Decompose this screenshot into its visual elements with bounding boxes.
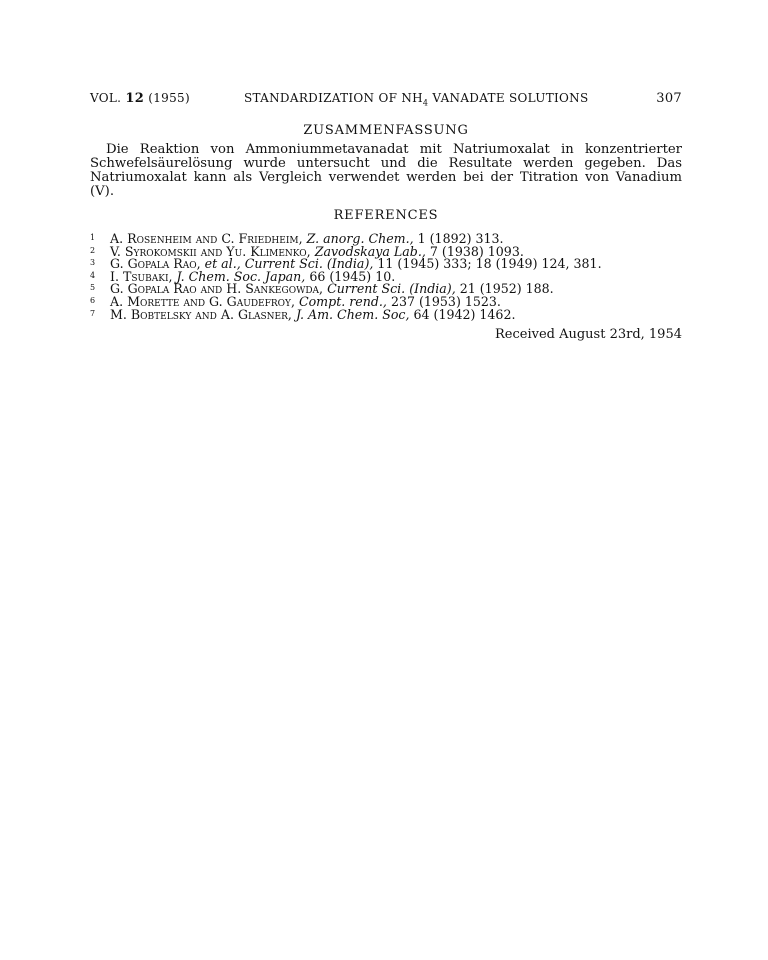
reference-details: 237 (1953) 1523.	[390, 293, 501, 309]
reference-journal: Current Sci. (India),	[327, 281, 456, 297]
summary-heading: ZUSAMMENFASSUNG	[303, 123, 469, 138]
reference-authors: G. Gopala Rao,	[110, 256, 201, 272]
running-title-prefix: STANDARDIZATION OF NH	[244, 91, 423, 105]
reference-authors: G. Gopala Rao and H. Sankegowda,	[110, 281, 324, 297]
reference-journal: Zavodskaya Lab.,	[314, 243, 426, 259]
reference-journal: J. Am. Chem. Soc,	[295, 306, 410, 322]
reference-journal: et al., Current Sci. (India),	[204, 256, 374, 272]
reference-item	[90, 306, 682, 322]
reference-number: 1	[90, 233, 96, 242]
reference-journal: Compt. rend.,	[298, 293, 387, 309]
volume-year: (1955)	[148, 91, 190, 105]
reference-details: 21 (1952) 188.	[459, 281, 554, 297]
reference-details: 7 (1938) 1093.	[429, 243, 524, 259]
reference-journal: Z. anorg. Chem.,	[306, 231, 414, 246]
volume-number: 12	[125, 91, 145, 106]
reference-authors: A. Rosenheim and C. Friedheim,	[110, 231, 303, 246]
volume-label: VOL.	[90, 91, 122, 105]
running-title-subscript: 4	[422, 98, 429, 108]
reference-details: 64 (1942) 1462.	[413, 306, 516, 322]
reference-number: 5	[90, 283, 96, 293]
running-title	[244, 91, 589, 107]
reference-number: 3	[90, 258, 96, 268]
reference-details: 1 (1892) 313.	[417, 231, 504, 246]
page-number: 307	[656, 91, 682, 106]
references-list	[90, 233, 682, 321]
reference-journal: J. Chem. Soc. Japan,	[176, 268, 306, 284]
references-heading: REFERENCES	[333, 208, 439, 223]
reference-details: 66 (1945) 10.	[309, 268, 396, 284]
running-title-suffix: VANADATE SOLUTIONS	[428, 91, 589, 105]
received-date: Received August 23rd, 1954	[494, 327, 682, 342]
reference-details: 11 (1945) 333; 18 (1949) 124, 381.	[377, 256, 602, 272]
reference-authors: A. Morette and G. Gaudefroy,	[110, 293, 295, 309]
reference-authors: V. Syrokomskii and Yu. Klimenko,	[110, 243, 311, 259]
running-header	[90, 91, 682, 109]
reference-number: 4	[90, 270, 96, 280]
volume-info	[90, 91, 190, 106]
reference-number: 6	[90, 295, 96, 305]
reference-number: 7	[90, 308, 96, 318]
summary-text: Die Reaktion von Ammoniummetavanadat mit Natriumoxalat in konzentrierter Schwefelsäurelösung wurde untersucht und die Resultate werden gegeben. Das Natriumoxalat kann als Vergleich verwendet werden bei der Titration von Vanadium (V).	[90, 142, 682, 199]
summary-abstract	[90, 143, 682, 199]
reference-number: 2	[90, 245, 96, 255]
reference-authors: M. Bobtelsky and A. Glasner,	[110, 306, 292, 322]
reference-authors: I. Tsubaki,	[110, 268, 173, 284]
